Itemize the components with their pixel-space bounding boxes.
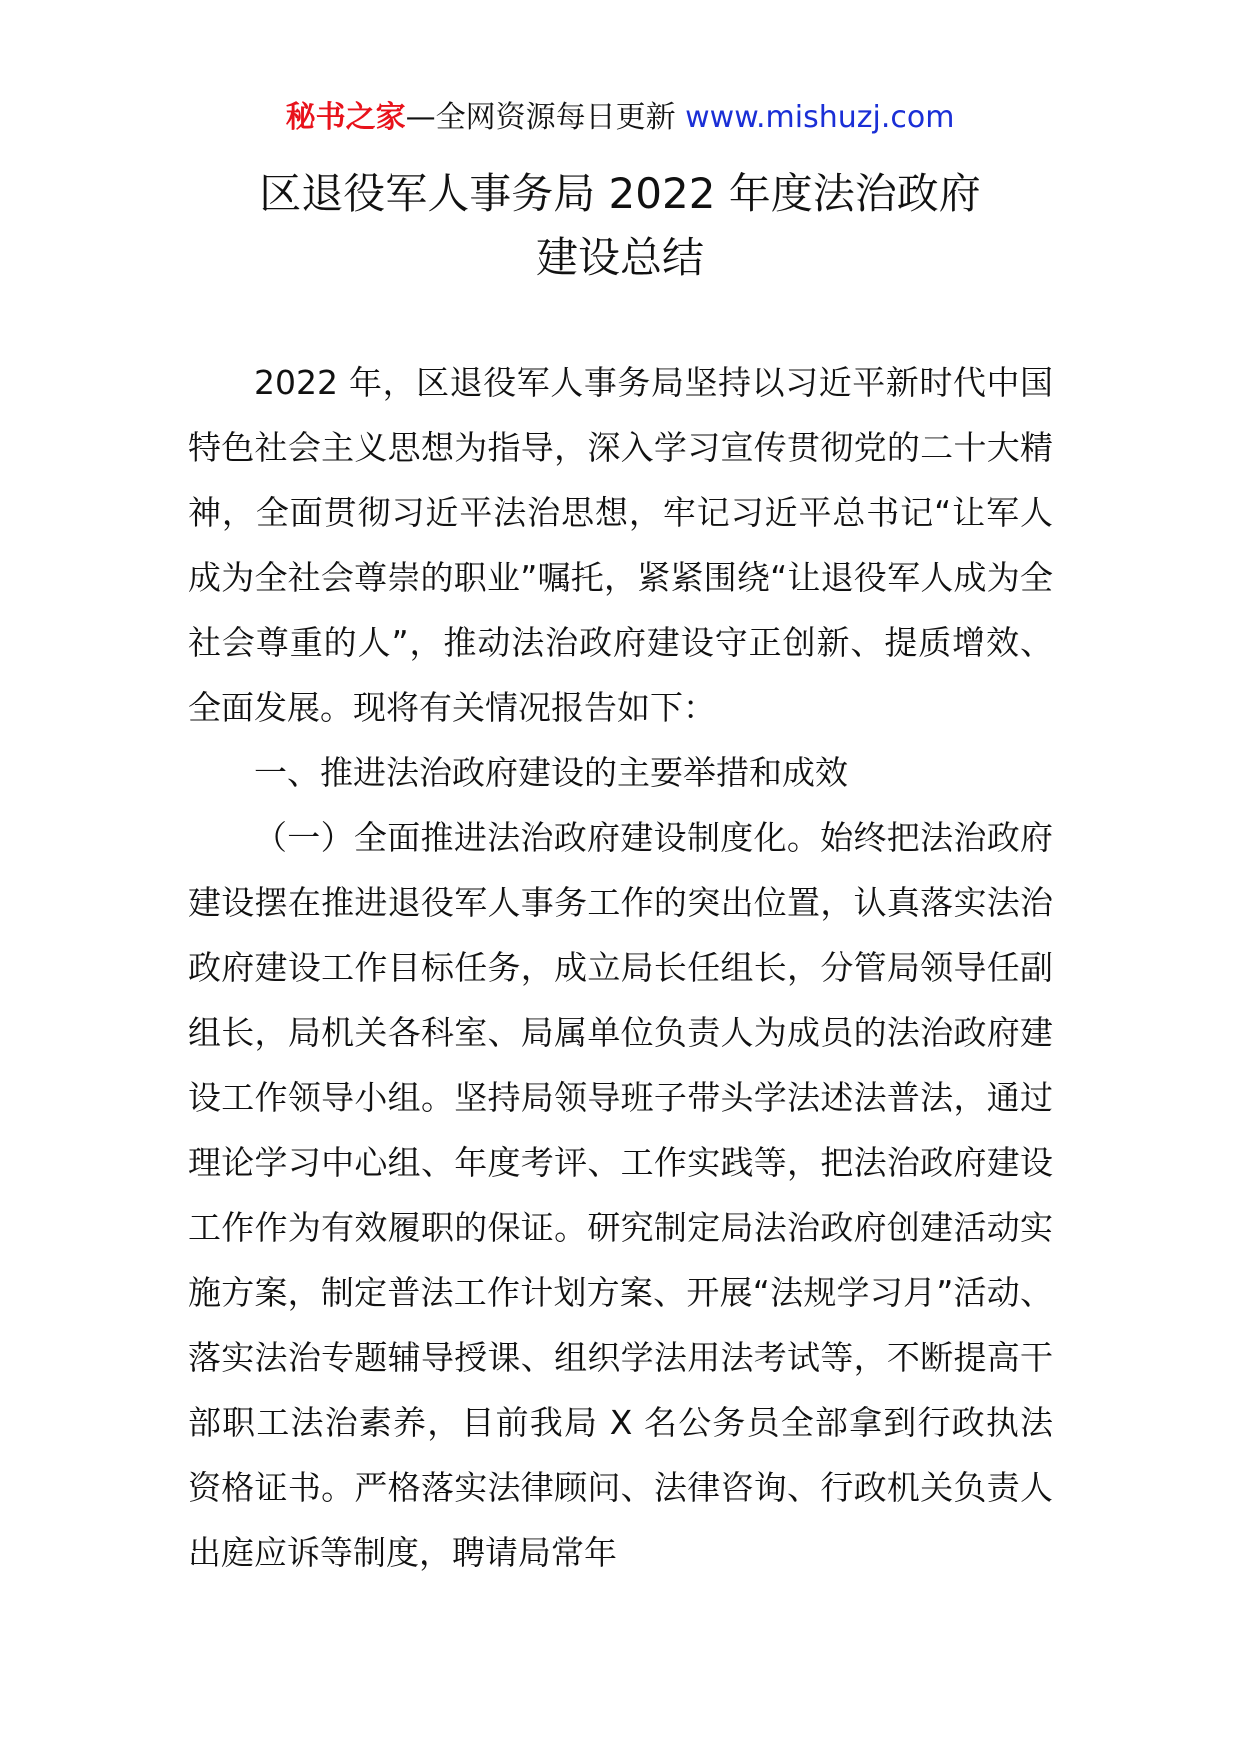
document-title-line-2: 建设总结 — [535, 233, 704, 282]
section-heading: 一、推进法治政府建设的主要举措和成效 — [254, 753, 848, 792]
site-url-link[interactable]: www.mishuzj.com — [685, 100, 955, 135]
site-banner — [0, 98, 1240, 138]
document-title-line-1: 区退役军人事务局 2022 年度法治政府 — [259, 169, 981, 218]
banner-tagline: —全网资源每日更新 — [405, 100, 676, 135]
subsection-paragraph: （一）全面推进法治政府建设制度化。始终把法治政府建设摆在推进退役军人事务工作的突出位置，认真落实法治政府建设工作目标任务，成立局长任组长，分管局领导任副组长，局机关各科室、局属单位负责人为成员的法治政府建设工作领导小组。坚持局领导班子带头学法述法普法，通过理论学习中心组、年度考评、工作实践等，把法治政府建设工作作为有效履职的保证。研究制定局法治政府创建活动实施方案，制定普法工作计划方案、开展“法规学习月”活动、落实法治专题辅导授课、组织学法用法考试等，不断提高干部职工法治素养，目前我局 X 名公务员全部拿到行政执法资格证书。严格落实法律顾问、法律咨询、行政机关负责人出庭应诉等制度，聘请局常年 — [188, 818, 1053, 1572]
document-title — [0, 162, 1240, 290]
intro-paragraph: 2022 年，区退役军人事务局坚持以习近平新时代中国特色社会主义思想为指导，深入学习宣传贯彻党的二十大精神，全面贯彻习近平法治思想，牢记习近平总书记“让军人成为全社会尊崇的职业”嘱托，紧紧围绕“让退役军人成为全社会尊重的人”，推动法治政府建设守正创新、提质增效、全面发展。现将有关情况报告如下： — [188, 363, 1053, 727]
document-body — [188, 350, 1053, 1585]
brand-name: 秘书之家 — [285, 100, 406, 135]
